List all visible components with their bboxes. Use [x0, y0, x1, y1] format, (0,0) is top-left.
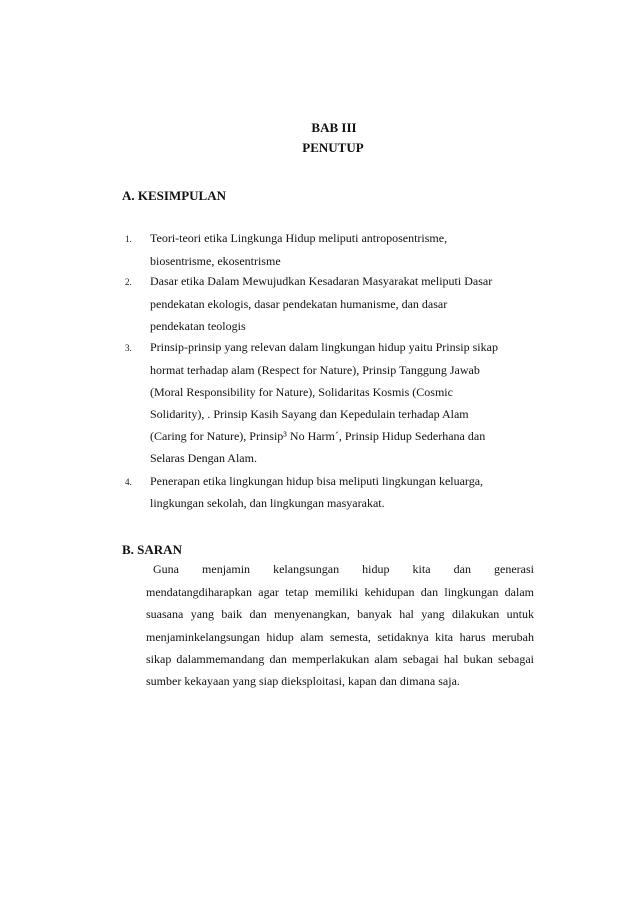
list-item-line: Prinsip-prinsip yang relevan dalam lingkungan hidup yaitu Prinsip sikap	[150, 340, 498, 354]
list-item-line: pendekatan teologis	[150, 319, 246, 333]
paragraph-line: mendatangdiharapkan agar tetap memiliki kehidupan dan lingkungan dalam	[146, 585, 534, 599]
list-item-line: Dasar etika Dalam Mewujudkan Kesadaran Masyarakat meliputi Dasar	[150, 274, 493, 288]
list-item-line: (Caring for Nature), Prinsip³ No Harm´, Prinsip Hidup Sederhana dan	[150, 429, 486, 443]
list-item-line: lingkungan sekolah, dan lingkungan masyarakat.	[150, 496, 385, 510]
paragraph-line: sikap dalammemandang dan memperlakukan alam sebagai hal bukan sebagai	[146, 652, 534, 666]
list-item-number: 1.	[125, 234, 132, 244]
paragraph-line: Guna menjamin kelangsungan hidup kita dan generasi	[153, 562, 534, 576]
paragraph-line: sumber kekayaan yang siap dieksploitasi, kapan dan dimana saja.	[146, 674, 460, 688]
section-b-heading: B. SARAN	[122, 542, 182, 557]
list-item-number: 2.	[125, 277, 132, 287]
list-item-line: pendekatan ekologis, dasar pendekatan humanisme, dan dasar	[150, 297, 448, 311]
chapter-title: PENUTUP	[302, 140, 364, 155]
list-item-line: Penerapan etika lingkungan hidup bisa meliputi lingkungan keluarga,	[150, 474, 484, 488]
paragraph-line: suasana yang baik dan menyenangkan, banyak hal yang dilakukan untuk	[146, 607, 534, 621]
list-item-line: Teori-teori etika Lingkunga Hidup meliputi antroposentrisme,	[150, 231, 448, 245]
list-item-number: 4.	[125, 477, 132, 487]
list-item-line: (Moral Responsibility for Nature), Solidaritas Kosmis (Cosmic	[150, 385, 453, 399]
list-item-line: Selaras Dengan Alam.	[150, 451, 257, 465]
list-item-line: biosentrisme, ekosentrisme	[150, 254, 281, 268]
list-item-line: hormat terhadap alam (Respect for Nature), Prinsip Tanggung Jawab	[150, 363, 480, 377]
paragraph-line: menjaminkelangsungan hidup alam semesta, setidaknya kita harus merubah	[146, 630, 534, 644]
list-item-line: Solidarity), . Prinsip Kasih Sayang dan Kepedulain terhadap Alam	[150, 407, 469, 421]
list-item-number: 3.	[125, 343, 132, 353]
section-a-heading: A. KESIMPULAN	[122, 188, 227, 203]
chapter-number: BAB III	[311, 120, 357, 135]
